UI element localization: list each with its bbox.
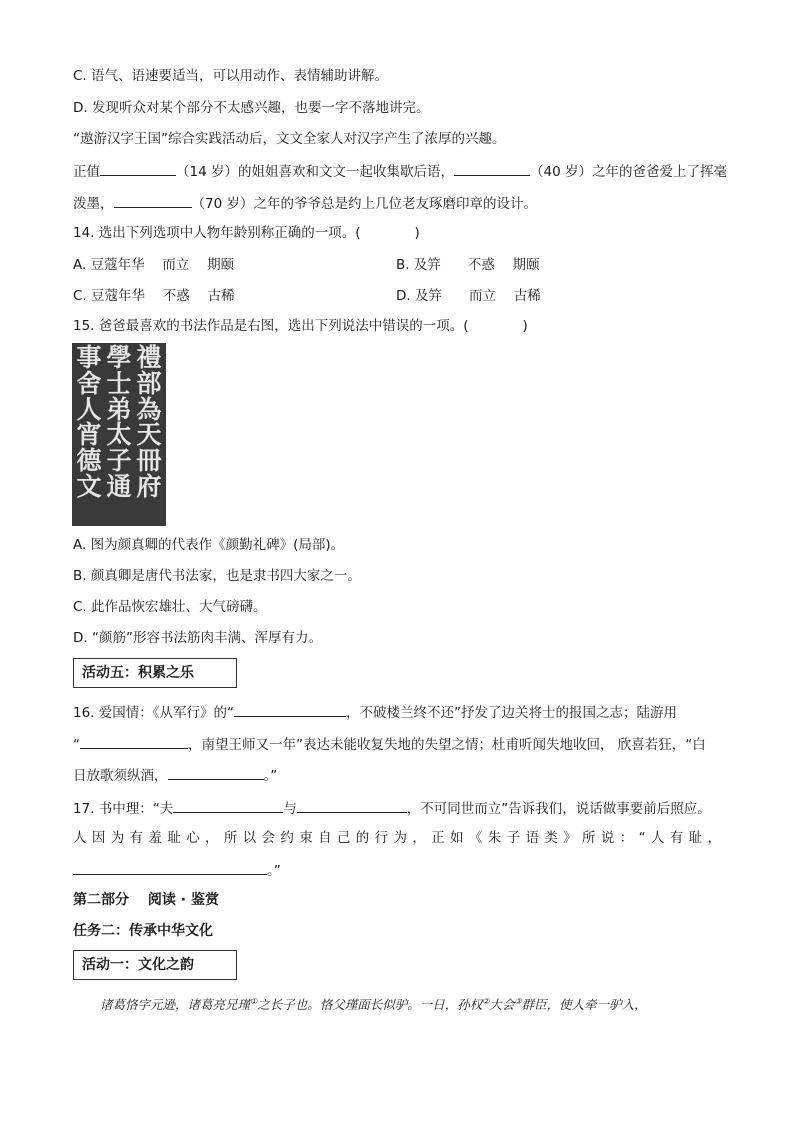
q16-line-3 <box>73 764 277 786</box>
age-text-d: 泼墨， <box>73 196 114 212</box>
q14-option-c[interactable]: C. 豆蔻年华 不惑 古稀 <box>73 288 235 304</box>
q15-option-b[interactable]: B. 颜真卿是唐代书法家，也是隶书四大家之一。 <box>73 568 361 584</box>
blank-q17-1[interactable] <box>173 797 283 813</box>
q16-text-3b: 。” <box>263 768 278 784</box>
intro-line: “遨游汉字王国”综合实践活动后，文文全家人对汉字产生了浓厚的兴趣。 <box>73 131 506 147</box>
blank-q17-3[interactable] <box>73 859 267 875</box>
q16-text-2b: ，南望王师又一年”表达未能收复失地的失望之情；杜甫听闻失地收回， 欣喜若狂，“白 <box>188 737 706 753</box>
age-line-2 <box>73 192 537 214</box>
classic-seg-3: 大会 <box>489 997 515 1013</box>
classic-seg-1: 诸葛恪字元逊，诸葛亮兄瑾 <box>100 997 251 1013</box>
calligraphy-col-1: 禮 部 為 天 冊 府 <box>136 343 162 501</box>
q14-option-a[interactable]: A. 豆蔻年华 而立 期颐 <box>73 257 235 273</box>
blank-q17-2[interactable] <box>297 797 407 813</box>
age-text-c: （40 岁）之年的爸爸爱上了挥毫 <box>529 164 727 180</box>
calligraphy-col-2: 學 士 弟 太 子 通 <box>106 343 132 501</box>
option-c-line: C. 语气、语速要适当，可以用动作、表情辅助讲解。 <box>73 68 389 84</box>
activity5-heading: 活动五：积累之乐 <box>73 658 237 688</box>
q15-option-d[interactable]: D. “颜筋”形容书法筋肉丰满、浑厚有力。 <box>73 630 322 646</box>
q17-text-1b: 与 <box>283 801 297 817</box>
q16-text-2a: “ <box>73 737 80 753</box>
blank-age-14[interactable] <box>100 160 176 176</box>
footnote-1: ① <box>250 997 258 1006</box>
age-text-b: （14 岁）的姐姐喜欢和文文一起收集歇后语， <box>176 164 454 180</box>
blank-q16-3[interactable] <box>168 764 264 780</box>
q17-text-1a: 17. 书中理：“夫 <box>73 801 174 817</box>
q14-option-d[interactable]: D. 及笄 而立 古稀 <box>396 288 541 304</box>
q17-line-3 <box>73 859 281 881</box>
age-text-a: 正值 <box>73 164 100 180</box>
task2-heading: 任务二：传承中华文化 <box>73 923 213 939</box>
calligraphy-image <box>72 343 166 526</box>
q17-line-1 <box>73 797 711 819</box>
classical-text-line <box>100 992 647 1015</box>
classic-seg-2: 之长子也。恪父瑾面长似驴。一日，孙权 <box>257 997 483 1013</box>
footnote-2: ② <box>482 997 490 1006</box>
classic-seg-4: 群臣，使人牵一驴入， <box>521 997 647 1013</box>
q16-text-3a: 日放歌须纵酒， <box>73 768 168 784</box>
q15-option-a[interactable]: A. 图为颜真卿的代表作《颜勤礼碑》(局部)。 <box>73 537 345 553</box>
q16-line-2 <box>73 733 706 755</box>
q17-line-2: 人因为有羞耻心，所以会约束自己的行为，正如《朱子语类》所说：“人有耻， <box>73 830 721 846</box>
footnote-3: ③ <box>514 997 522 1006</box>
option-d-line: D. 发现听众对某个部分不太感兴趣，也要一字不落地讲完。 <box>73 100 430 116</box>
q17-text-3: 。” <box>267 863 281 879</box>
calligraphy-col-3: 事 舍 人 宵 德 文 <box>76 343 102 501</box>
q15-option-c[interactable]: C. 此作品恢宏雄壮、大气磅礴。 <box>73 599 267 615</box>
blank-q16-1[interactable] <box>234 701 346 717</box>
q16-line-1 <box>73 701 677 723</box>
q17-text-1c: ，不可同世而立”告诉我们，说话做事要前后照应。 <box>406 801 711 817</box>
q15-stem: 15. 爸爸最喜欢的书法作品是右图，选出下列说法中错误的一项。( ) <box>73 318 528 334</box>
q14-stem: 14. 选出下列选项中人物年龄别称正确的一项。( ) <box>73 225 420 241</box>
q16-text-1b: ，不破楼兰终不还”抒发了边关将士的报国之志；陆游用 <box>346 705 678 721</box>
age-text-e: （70 岁）之年的爷爷总是约上几位老友琢磨印章的设计。 <box>191 196 537 212</box>
blank-q16-2[interactable] <box>80 733 188 749</box>
q16-text-1a: 16. 爱国情：《从军行》的“ <box>73 705 235 721</box>
q14-option-b[interactable]: B. 及笄 不惑 期颐 <box>396 257 540 273</box>
blank-age-40[interactable] <box>454 160 530 176</box>
activity1-heading: 活动一：文化之韵 <box>73 950 237 980</box>
blank-age-70[interactable] <box>114 192 192 208</box>
age-line-1 <box>73 160 727 182</box>
part2-heading: 第二部分 阅读 · 鉴赏 <box>73 892 219 908</box>
